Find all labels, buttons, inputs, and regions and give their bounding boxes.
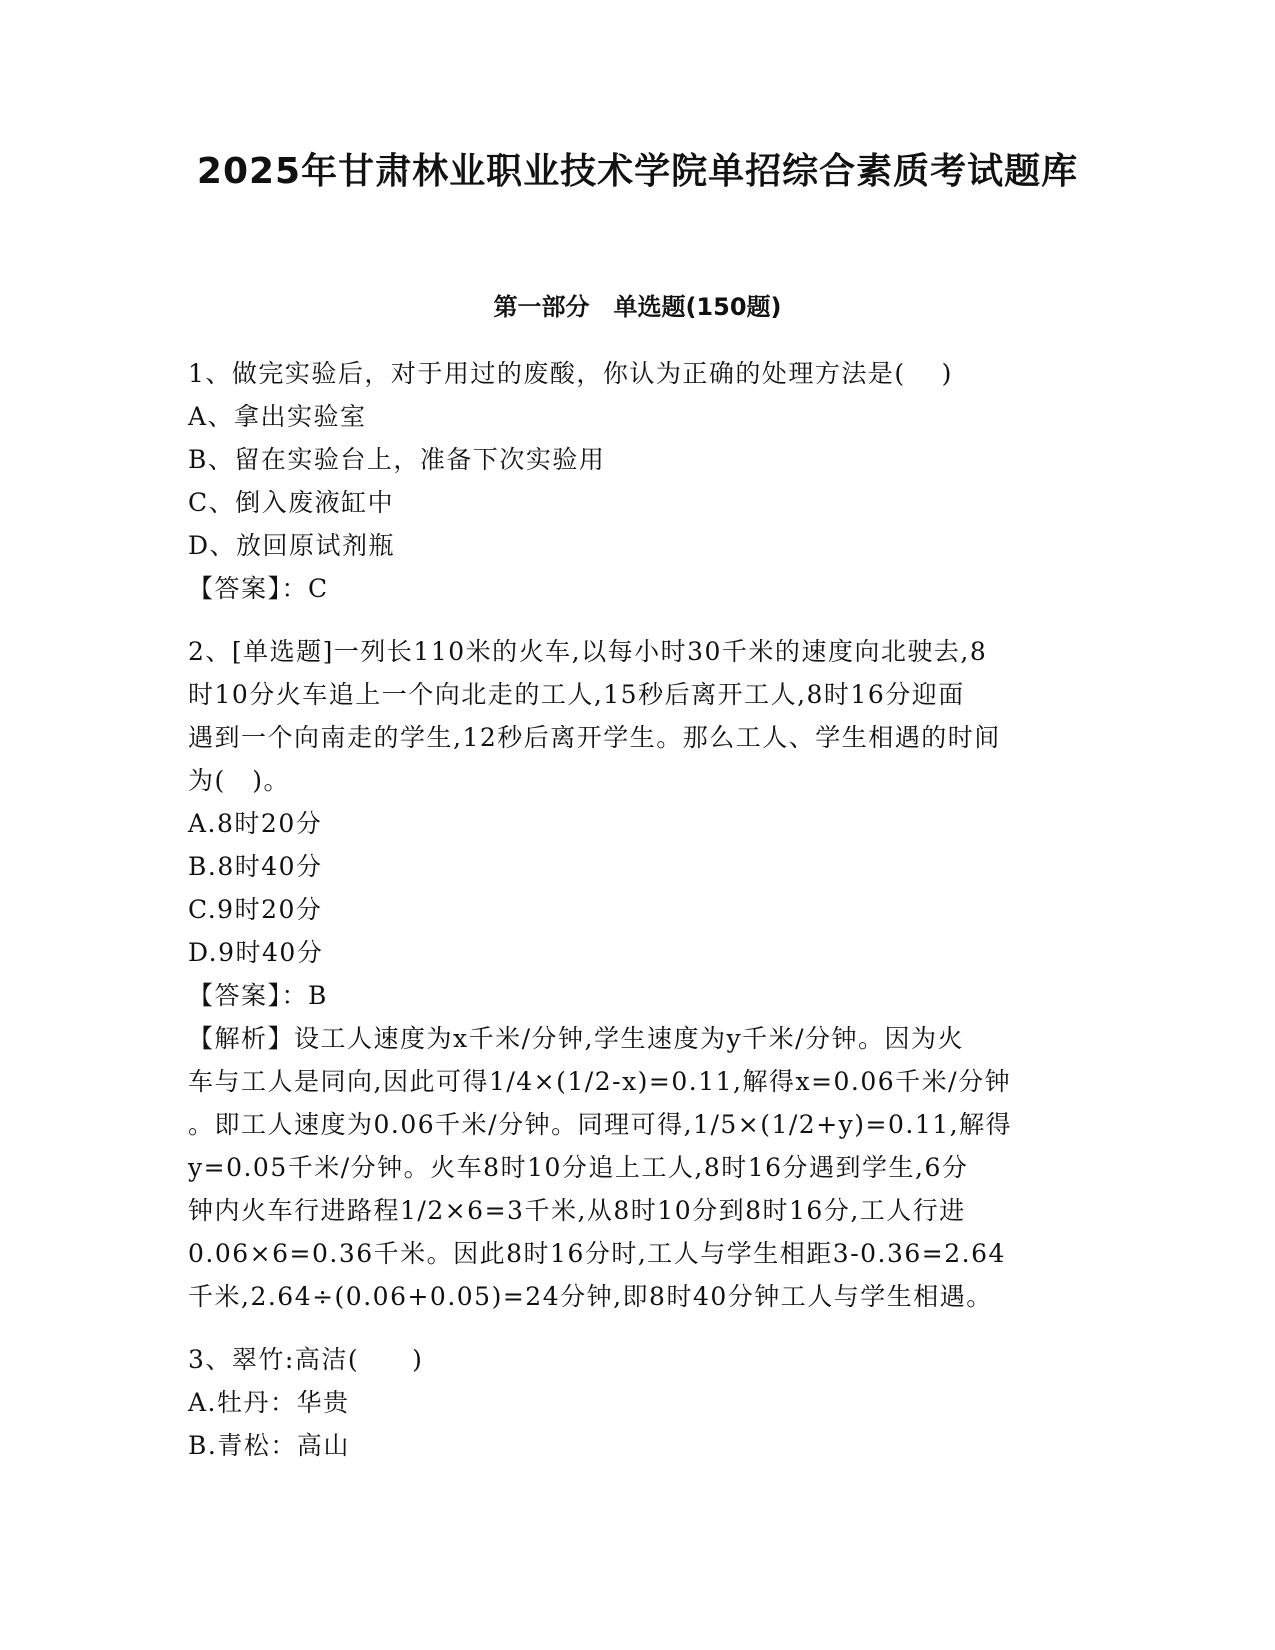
question-stem: 3、翠竹:高洁( ) [188,1345,424,1374]
question-stem-line: 为( )。 [188,766,291,795]
analysis-line: 。即工人速度为0.06千米/分钟。同理可得,1/5×(1/2+y)=0.11,解得 [188,1110,1013,1139]
question-list [188,352,1088,1467]
option-d: D、放回原试剂瓶 [188,531,396,560]
question-2 [188,630,1088,1318]
option-a: A.8时20分 [188,809,323,838]
question-stem: 1、做完实验后，对于用过的废酸，你认为正确的处理方法是( ) [188,359,953,388]
analysis-line: 车与工人是同向,因此可得1/4×(1/2-x)=0.11,解得x=0.06千米/分钟 [188,1067,1012,1096]
option-a: A.牡丹：华贵 [188,1388,350,1417]
option-b: B、留在实验台上，准备下次实验用 [188,445,606,474]
option-b: B.8时40分 [188,852,323,881]
analysis-line: y=0.05千米/分钟。火车8时10分追上工人,8时16分遇到学生,6分 [188,1153,969,1182]
analysis-line: 千米,2.64÷(0.06+0.05)=24分钟,即8时40分钟工人与学生相遇。 [188,1282,993,1311]
question-stem-line: 2、[单选题]一列长110米的火车,以每小时30千米的速度向北驶去,8 [188,637,988,666]
option-c: C.9时20分 [188,895,323,924]
section-title: 第一部分 单选题(150题) [493,293,782,321]
question-stem-line: 时10分火车追上一个向北走的工人,15秒后离开工人,8时16分迎面 [188,680,965,709]
analysis-line: 钟内火车行进路程1/2×6=3千米,从8时10分到8时16分,工人行进 [188,1196,966,1225]
option-b: B.青松：高山 [188,1431,350,1460]
option-d: D.9时40分 [188,938,324,967]
question-1 [188,352,1088,610]
option-c: C、倒入废液缸中 [188,488,395,517]
question-stem-line: 遇到一个向南走的学生,12秒后离开学生。那么工人、学生相遇的时间 [188,723,1001,752]
document-title: 2025年甘肃林业职业技术学院单招综合素质考试题库 [196,151,1079,192]
analysis-line: 0.06×6=0.36千米。因此8时16分时,工人与学生相距3-0.36=2.64 [188,1239,1006,1268]
answer: 【答案】：B [188,981,328,1010]
answer: 【答案】：C [188,574,329,603]
analysis-line: 【解析】设工人速度为x千米/分钟,学生速度为y千米/分钟。因为火 [188,1024,965,1053]
option-a: A、拿出实验室 [188,402,367,431]
question-3 [188,1338,1088,1467]
